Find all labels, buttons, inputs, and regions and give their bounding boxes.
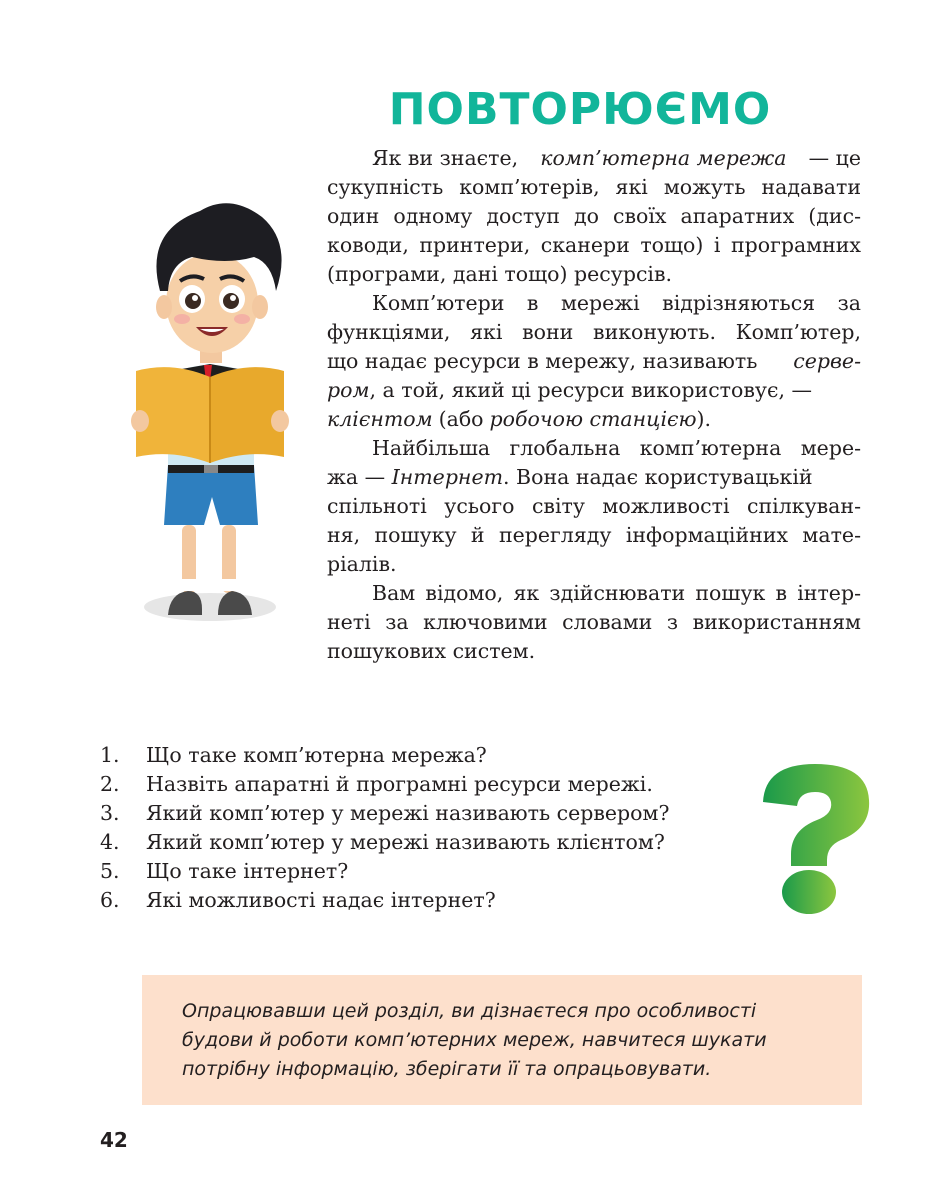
question-item (100, 770, 740, 799)
text-span: , а той, який ці ресурси використовує, — (369, 378, 812, 402)
intro-line: Вам відомо, як здійснювати пошук в інтер- (372, 581, 861, 605)
question-number: 4. (100, 830, 120, 854)
intro-line: ководи, принтери, сканери тощо) і програмних (327, 233, 861, 257)
text-span: Як ви знаєте, (372, 146, 519, 170)
intro-line: Найбільша глобальна комп’ютерна мере- (372, 436, 861, 460)
question-item (100, 886, 740, 915)
question-text: Який комп’ютер у мережі називають клієнтом? (146, 830, 665, 854)
question-item (100, 741, 740, 770)
intro-line: (програми, дані тощо) ресурсів. (327, 262, 673, 286)
text-span: (або (438, 407, 484, 431)
question-item (100, 857, 740, 886)
question-item (100, 799, 740, 828)
term-server: ром (327, 378, 370, 402)
question-text: Що таке комп’ютерна мережа? (146, 743, 487, 767)
intro-line (327, 347, 861, 376)
intro-line: функціями, які вони виконують. Комп’ютер, (327, 320, 861, 344)
page-number: 42 (100, 1128, 128, 1152)
intro-line: сукупність комп’ютерів, які можуть надавати (327, 175, 861, 199)
intro-line: пошукових систем. (327, 639, 536, 663)
question-text: Назвіть апаратні й програмні ресурси мережі. (146, 772, 653, 796)
note-line: Опрацювавши цей розділ, ви дізнаєтеся про особливості (182, 1000, 757, 1022)
question-mark-icon (755, 762, 875, 917)
intro-line: ріалів. (327, 552, 397, 576)
intro-line (327, 144, 861, 173)
text-span: — це (808, 146, 861, 170)
text-span: що надає ресурси в мережу, називають (327, 349, 758, 373)
intro-line (327, 405, 861, 434)
question-number: 1. (100, 743, 120, 767)
term-server: серве- (793, 349, 861, 373)
question-text: Які можливості надає інтернет? (146, 888, 496, 912)
note-line: потрібну інформацію, зберігати її та опрацьовувати. (182, 1058, 712, 1080)
intro-line (327, 463, 861, 492)
question-number: 5. (100, 859, 120, 883)
intro-line: неті за ключовими словами з використанням (327, 610, 861, 634)
term-internet: Інтернет (391, 465, 504, 489)
boy-reading-illustration (130, 195, 290, 625)
intro-line: спільноті усього світу можливості спілкуван- (327, 494, 861, 518)
question-number: 2. (100, 772, 120, 796)
question-text: Який комп’ютер у мережі називають сервером? (146, 801, 670, 825)
question-text: Що таке інтернет? (146, 859, 349, 883)
section-title: ПОВТОРЮЄМО (388, 84, 772, 135)
question-number: 3. (100, 801, 120, 825)
intro-line (327, 376, 861, 405)
text-span: жа — (327, 465, 386, 489)
text-span: . Вона надає користувацькій (503, 465, 813, 489)
term-workstation: робочою станцією (489, 407, 697, 431)
text-span: ). (696, 407, 712, 431)
chapter-goal-text (182, 997, 822, 1084)
note-line: будови й роботи комп’ютерних мереж, навчитеся шукати (182, 1029, 767, 1051)
chapter-goal-box (142, 975, 862, 1105)
review-questions (100, 741, 740, 915)
question-item (100, 828, 740, 857)
term-computer-network: комп’ютерна мережа (540, 146, 787, 170)
question-number: 6. (100, 888, 120, 912)
intro-line: Комп’ютери в мережі відрізняються за (372, 291, 861, 315)
term-client: клієнтом (327, 407, 433, 431)
intro-text (327, 144, 861, 666)
intro-line: один одному доступ до своїх апаратних (дис- (327, 204, 861, 228)
intro-line: ня, пошуку й перегляду інформаційних мате- (327, 523, 861, 547)
